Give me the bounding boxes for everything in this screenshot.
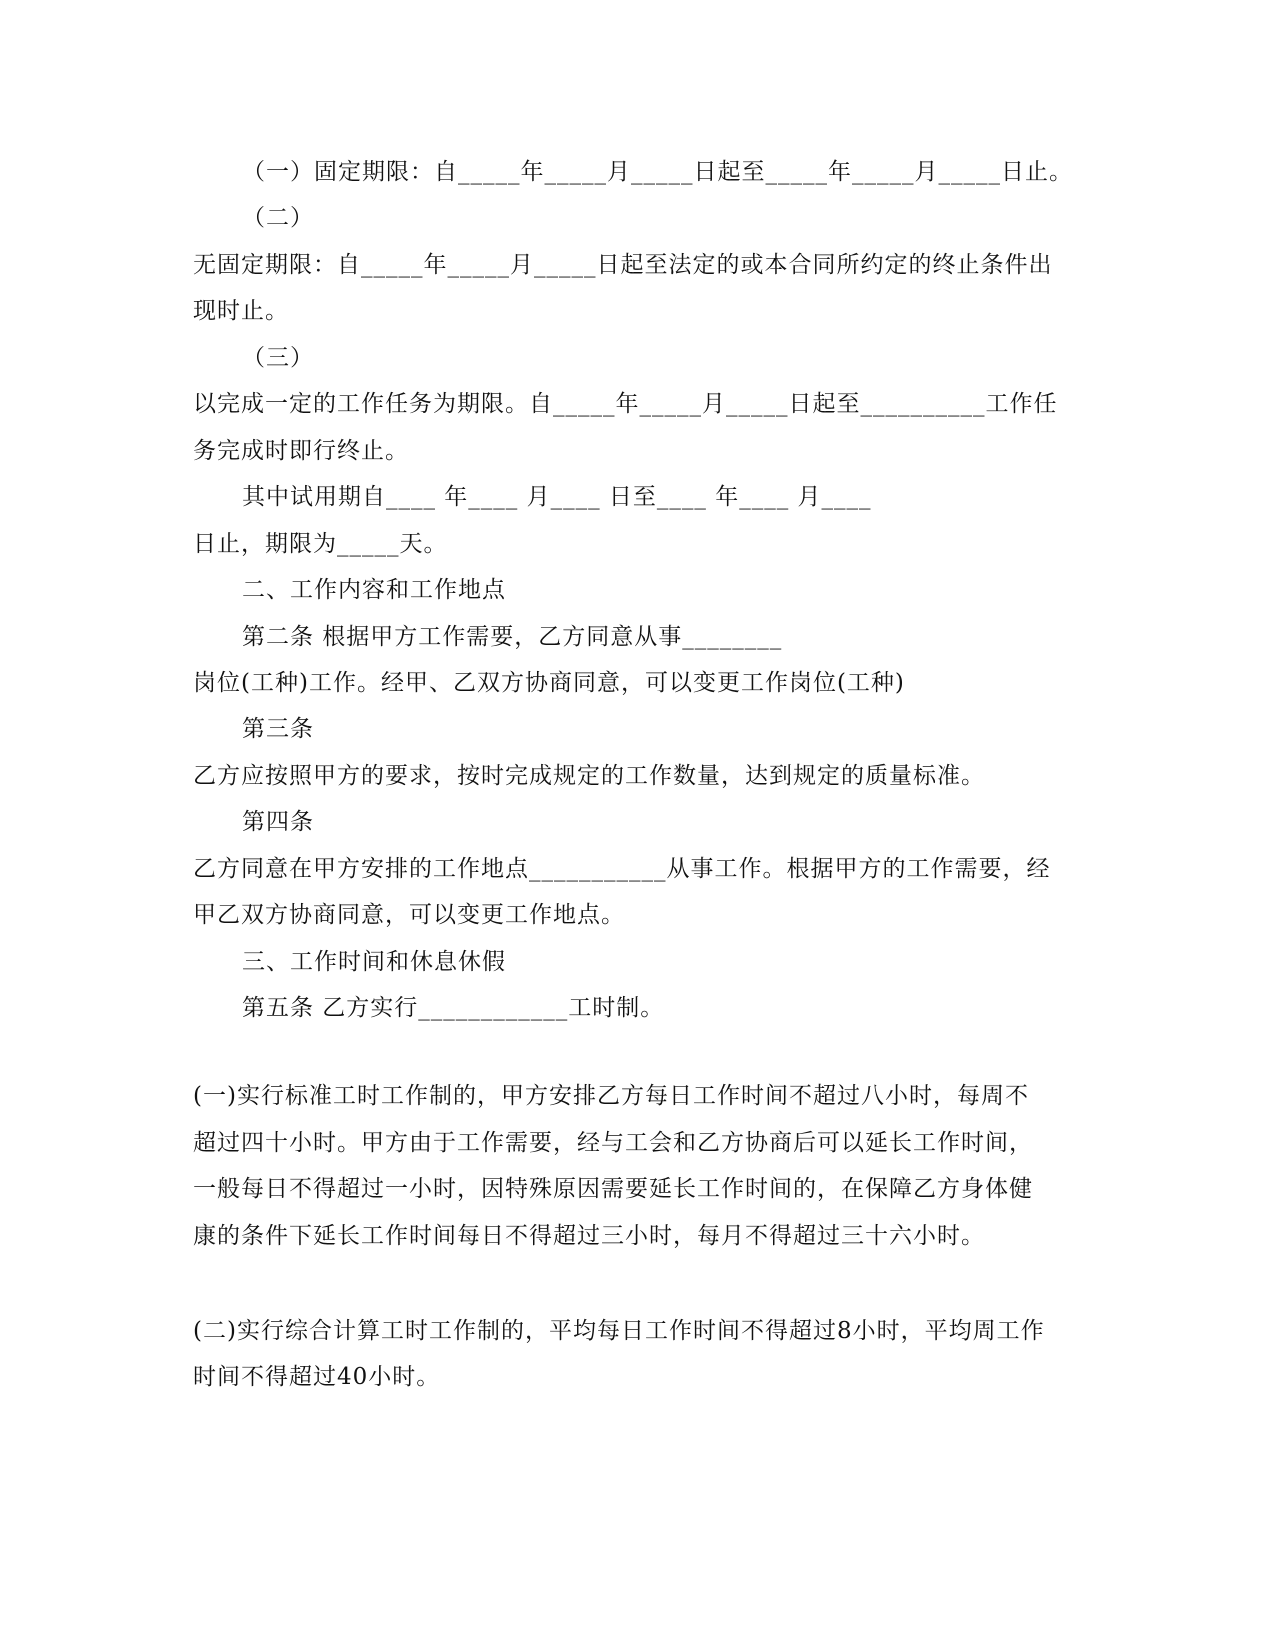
standard-hours-clause: (一)实行标准工时工作制的，甲方安排乙方每日工作时间不超过八小时，每周不	[193, 1083, 1029, 1109]
comprehensive-hours-clause: (二)实行综合计算工时工作制的，平均每日工作时间不得超过8小时，平均周工作	[193, 1318, 1045, 1344]
article-3-heading: 第三条	[242, 716, 314, 742]
article-4-heading: 第四条	[242, 809, 314, 835]
article-2-continued: 岗位(工种)工作。经甲、乙双方协商同意，可以变更工作岗位(工种)	[193, 670, 905, 696]
probation-period: 其中试用期自____ 年____ 月____ 日至____ 年____ 月____	[242, 484, 872, 510]
task-term-clause-continued: 务完成时即行终止。	[193, 438, 409, 464]
section-heading-working-hours: 三、工作时间和休息休假	[242, 949, 506, 975]
article-3-text: 乙方应按照甲方的要求，按时完成规定的工作数量，达到规定的质量标准。	[193, 763, 985, 789]
comprehensive-hours-clause-continued: 时间不得超过40小时。	[193, 1364, 441, 1390]
article-4-text-continued: 甲乙双方协商同意，可以变更工作地点。	[193, 902, 625, 928]
indefinite-term-clause: 无固定期限：自_____年_____月_____日起至法定的或本合同所约定的终止条件出	[193, 252, 1053, 278]
standard-hours-clause-line-4: 康的条件下延长工作时间每日不得超过三小时，每月不得超过三十六小时。	[193, 1223, 985, 1249]
article-4-text: 乙方同意在甲方安排的工作地点___________从事工作。根据甲方的工作需要，经	[193, 856, 1051, 882]
article-5: 第五条 乙方实行____________工时制。	[242, 995, 665, 1021]
article-2: 第二条 根据甲方工作需要，乙方同意从事________	[242, 624, 783, 650]
probation-period-continued: 日止，期限为_____天。	[193, 531, 448, 557]
section-heading-work-content: 二、工作内容和工作地点	[242, 577, 506, 603]
task-term-clause: 以完成一定的工作任务为期限。自_____年_____月_____日起至__________工作任	[193, 391, 1058, 417]
clause-number-2: （二）	[242, 205, 314, 231]
standard-hours-clause-line-3: 一般每日不得超过一小时，因特殊原因需要延长工作时间的，在保障乙方身体健	[193, 1176, 1033, 1202]
indefinite-term-clause-continued: 现时止。	[193, 298, 289, 324]
standard-hours-clause-line-2: 超过四十小时。甲方由于工作需要，经与工会和乙方协商后可以延长工作时间，	[193, 1130, 1033, 1156]
fixed-term-clause: （一）固定期限：自_____年_____月_____日起至_____年_____月_____日止。	[242, 159, 1073, 185]
clause-number-3: （三）	[242, 345, 314, 371]
